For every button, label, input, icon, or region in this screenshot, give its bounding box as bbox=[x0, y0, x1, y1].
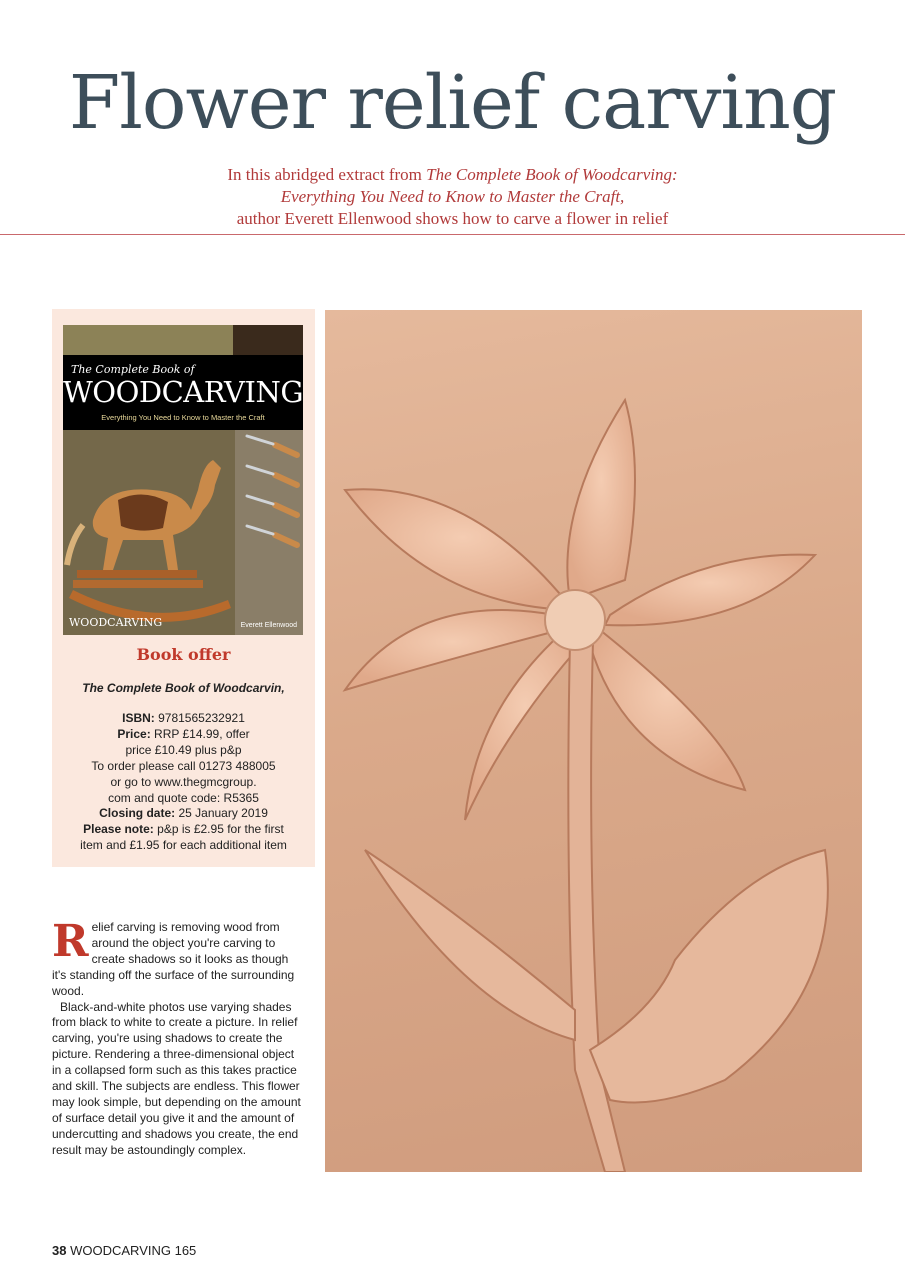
offer-book-title: The Complete Book of Woodcarvin, bbox=[82, 681, 285, 695]
cover-tagline: Everything You Need to Know to Master the Craft bbox=[101, 413, 265, 422]
body-paragraph-2: Black-and-white photos use varying shades from black to white to create a picture. In relief carving, you're using shadows to create the picture. Rendering a three-dimensional object in a collapsed form such as this takes practice and skill. The subjects are endless. This flower may look simple, but depending on the amount of surface detail you give it and the amount of undercutting and shadows you create, the end result may be astoundingly complex. bbox=[52, 999, 301, 1157]
offer-heading: Book offer bbox=[136, 645, 231, 664]
rocking-horse-illustration bbox=[63, 430, 235, 635]
article-body bbox=[52, 916, 302, 1159]
cover-author: Everett Ellenwood bbox=[240, 622, 297, 629]
carving-tool-thumbnail bbox=[233, 325, 303, 355]
body-paragraph-1: Relief carving is removing wood from around the object you're carving to create shadows so it looks as though it's standing off the surface of the surrounding wood. bbox=[52, 916, 295, 998]
book-offer-box bbox=[52, 309, 315, 867]
page-title: Flower relief carving bbox=[68, 60, 837, 146]
offer-price: Price: RRP £14.99, offer bbox=[117, 726, 250, 741]
book-cover-header bbox=[63, 325, 303, 430]
offer-price-2: price £10.49 plus p&p bbox=[125, 742, 242, 757]
book-cover-image bbox=[63, 325, 303, 635]
cover-logo: WOODCARVING bbox=[69, 616, 163, 629]
drop-cap: R bbox=[52, 916, 89, 967]
carving-tools-illustration bbox=[235, 430, 303, 635]
header-divider bbox=[0, 234, 905, 235]
carving-tools-strip bbox=[235, 430, 303, 635]
offer-note: Please note: p&p is £2.95 for the first bbox=[83, 822, 284, 837]
flower-carving-photo bbox=[325, 310, 862, 1172]
standfirst-line-3: author Everett Ellenwood shows how to carve a flower in relief bbox=[236, 209, 669, 228]
cover-small-title: The Complete Book of bbox=[71, 363, 195, 376]
offer-isbn: ISBN: 9781565232921 bbox=[122, 711, 245, 725]
cover-big-title: WOODCARVING bbox=[63, 375, 303, 409]
offer-order-2: or go to www.thegmcgroup. bbox=[110, 774, 257, 789]
offer-closing-date: Closing date: 25 January 2019 bbox=[99, 806, 268, 821]
standfirst-line-1: In this abridged extract from The Complete Book of Woodcarving: bbox=[227, 165, 678, 184]
offer-details bbox=[52, 711, 315, 854]
offer-note-2: item and £1.95 for each additional item bbox=[80, 838, 287, 853]
page-number: 38 bbox=[52, 1243, 67, 1258]
page-footer bbox=[52, 1243, 196, 1258]
offer-order-3: com and quote code: R5365 bbox=[108, 790, 259, 805]
offer-order-1: To order please call 01273 488005 bbox=[91, 758, 276, 773]
standfirst bbox=[0, 164, 905, 230]
standfirst-line-2: Everything You Need to Know to Master the Craft, bbox=[280, 187, 625, 206]
magazine-issue: WOODCARVING 165 bbox=[70, 1243, 197, 1258]
flower-relief-illustration bbox=[325, 310, 862, 1172]
